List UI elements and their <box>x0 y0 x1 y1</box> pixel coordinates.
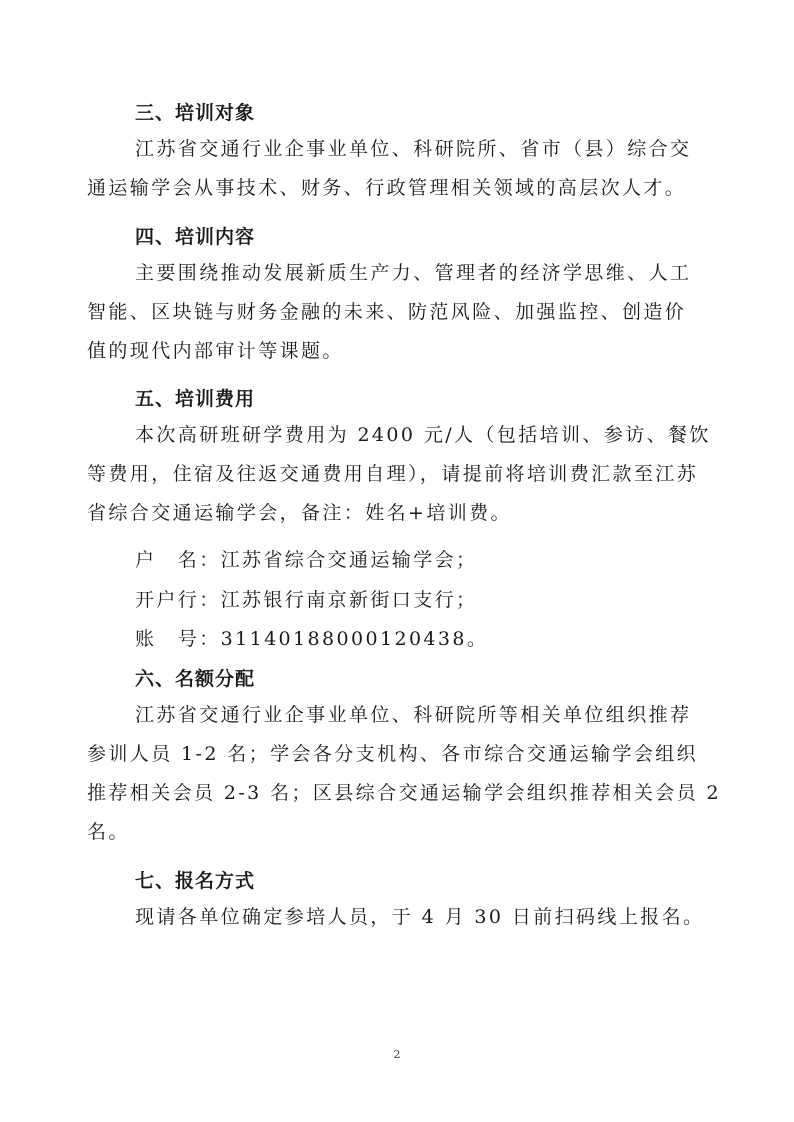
text-line: 通运输学会从事技术、财务、行政管理相关领域的高层次人才。 <box>87 177 687 199</box>
section-body-training-target <box>0 130 692 208</box>
section-body-training-fee <box>0 416 711 533</box>
section-heading-training-fee: 五、培训费用 <box>135 388 256 410</box>
text-line: 名。 <box>87 821 130 843</box>
text-line: 参训人员 1-2 名；学会各分支机构、各市综合交通运输学会组织 <box>87 743 699 765</box>
text-line: 本次高研班研学费用为 2400 元/人（包括培训、参访、餐饮 <box>135 424 711 446</box>
account-number: 账 号：31140188000120438。 <box>135 628 489 650</box>
section-heading-training-content: 四、培训内容 <box>135 226 256 248</box>
text-line: 主要围绕推动发展新质生产力、管理者的经济学思维、人工 <box>135 262 692 284</box>
text-line: 现请各单位确定参培人员，于 4 月 30 日前扫码线上报名。 <box>135 906 705 928</box>
section-heading-training-target: 三、培训对象 <box>135 102 256 124</box>
section-body-training-content <box>0 254 692 371</box>
text-line: 省综合交通运输学会，备注：姓名+培训费。 <box>87 502 512 524</box>
text-line: 推荐相关会员 2-3 名；区县综合交通运输学会组织推荐相关会员 2 <box>87 782 722 804</box>
page-number: 2 <box>393 1048 401 1061</box>
text-line: 江苏省交通行业企事业单位、科研院所等相关单位组织推荐 <box>135 704 692 726</box>
text-line: 江苏省交通行业企事业单位、科研院所、省市（县）综合交 <box>135 138 692 160</box>
section-heading-registration: 七、报名方式 <box>135 870 256 892</box>
section-body-registration <box>0 898 705 937</box>
section-body-quota <box>0 696 722 852</box>
bank-name: 开户行：江苏银行南京新街口支行； <box>135 589 478 611</box>
text-line: 等费用，住宿及往返交通费用自理），请提前将培训费汇款至江苏 <box>87 463 699 485</box>
text-line: 智能、区块链与财务金融的未来、防范风险、加强监控、创造价 <box>87 301 687 323</box>
section-heading-quota: 六、名额分配 <box>135 668 256 690</box>
text-line: 值的现代内部审计等课题。 <box>87 340 344 362</box>
account-name: 户 名：江苏省综合交通运输学会； <box>135 549 478 571</box>
